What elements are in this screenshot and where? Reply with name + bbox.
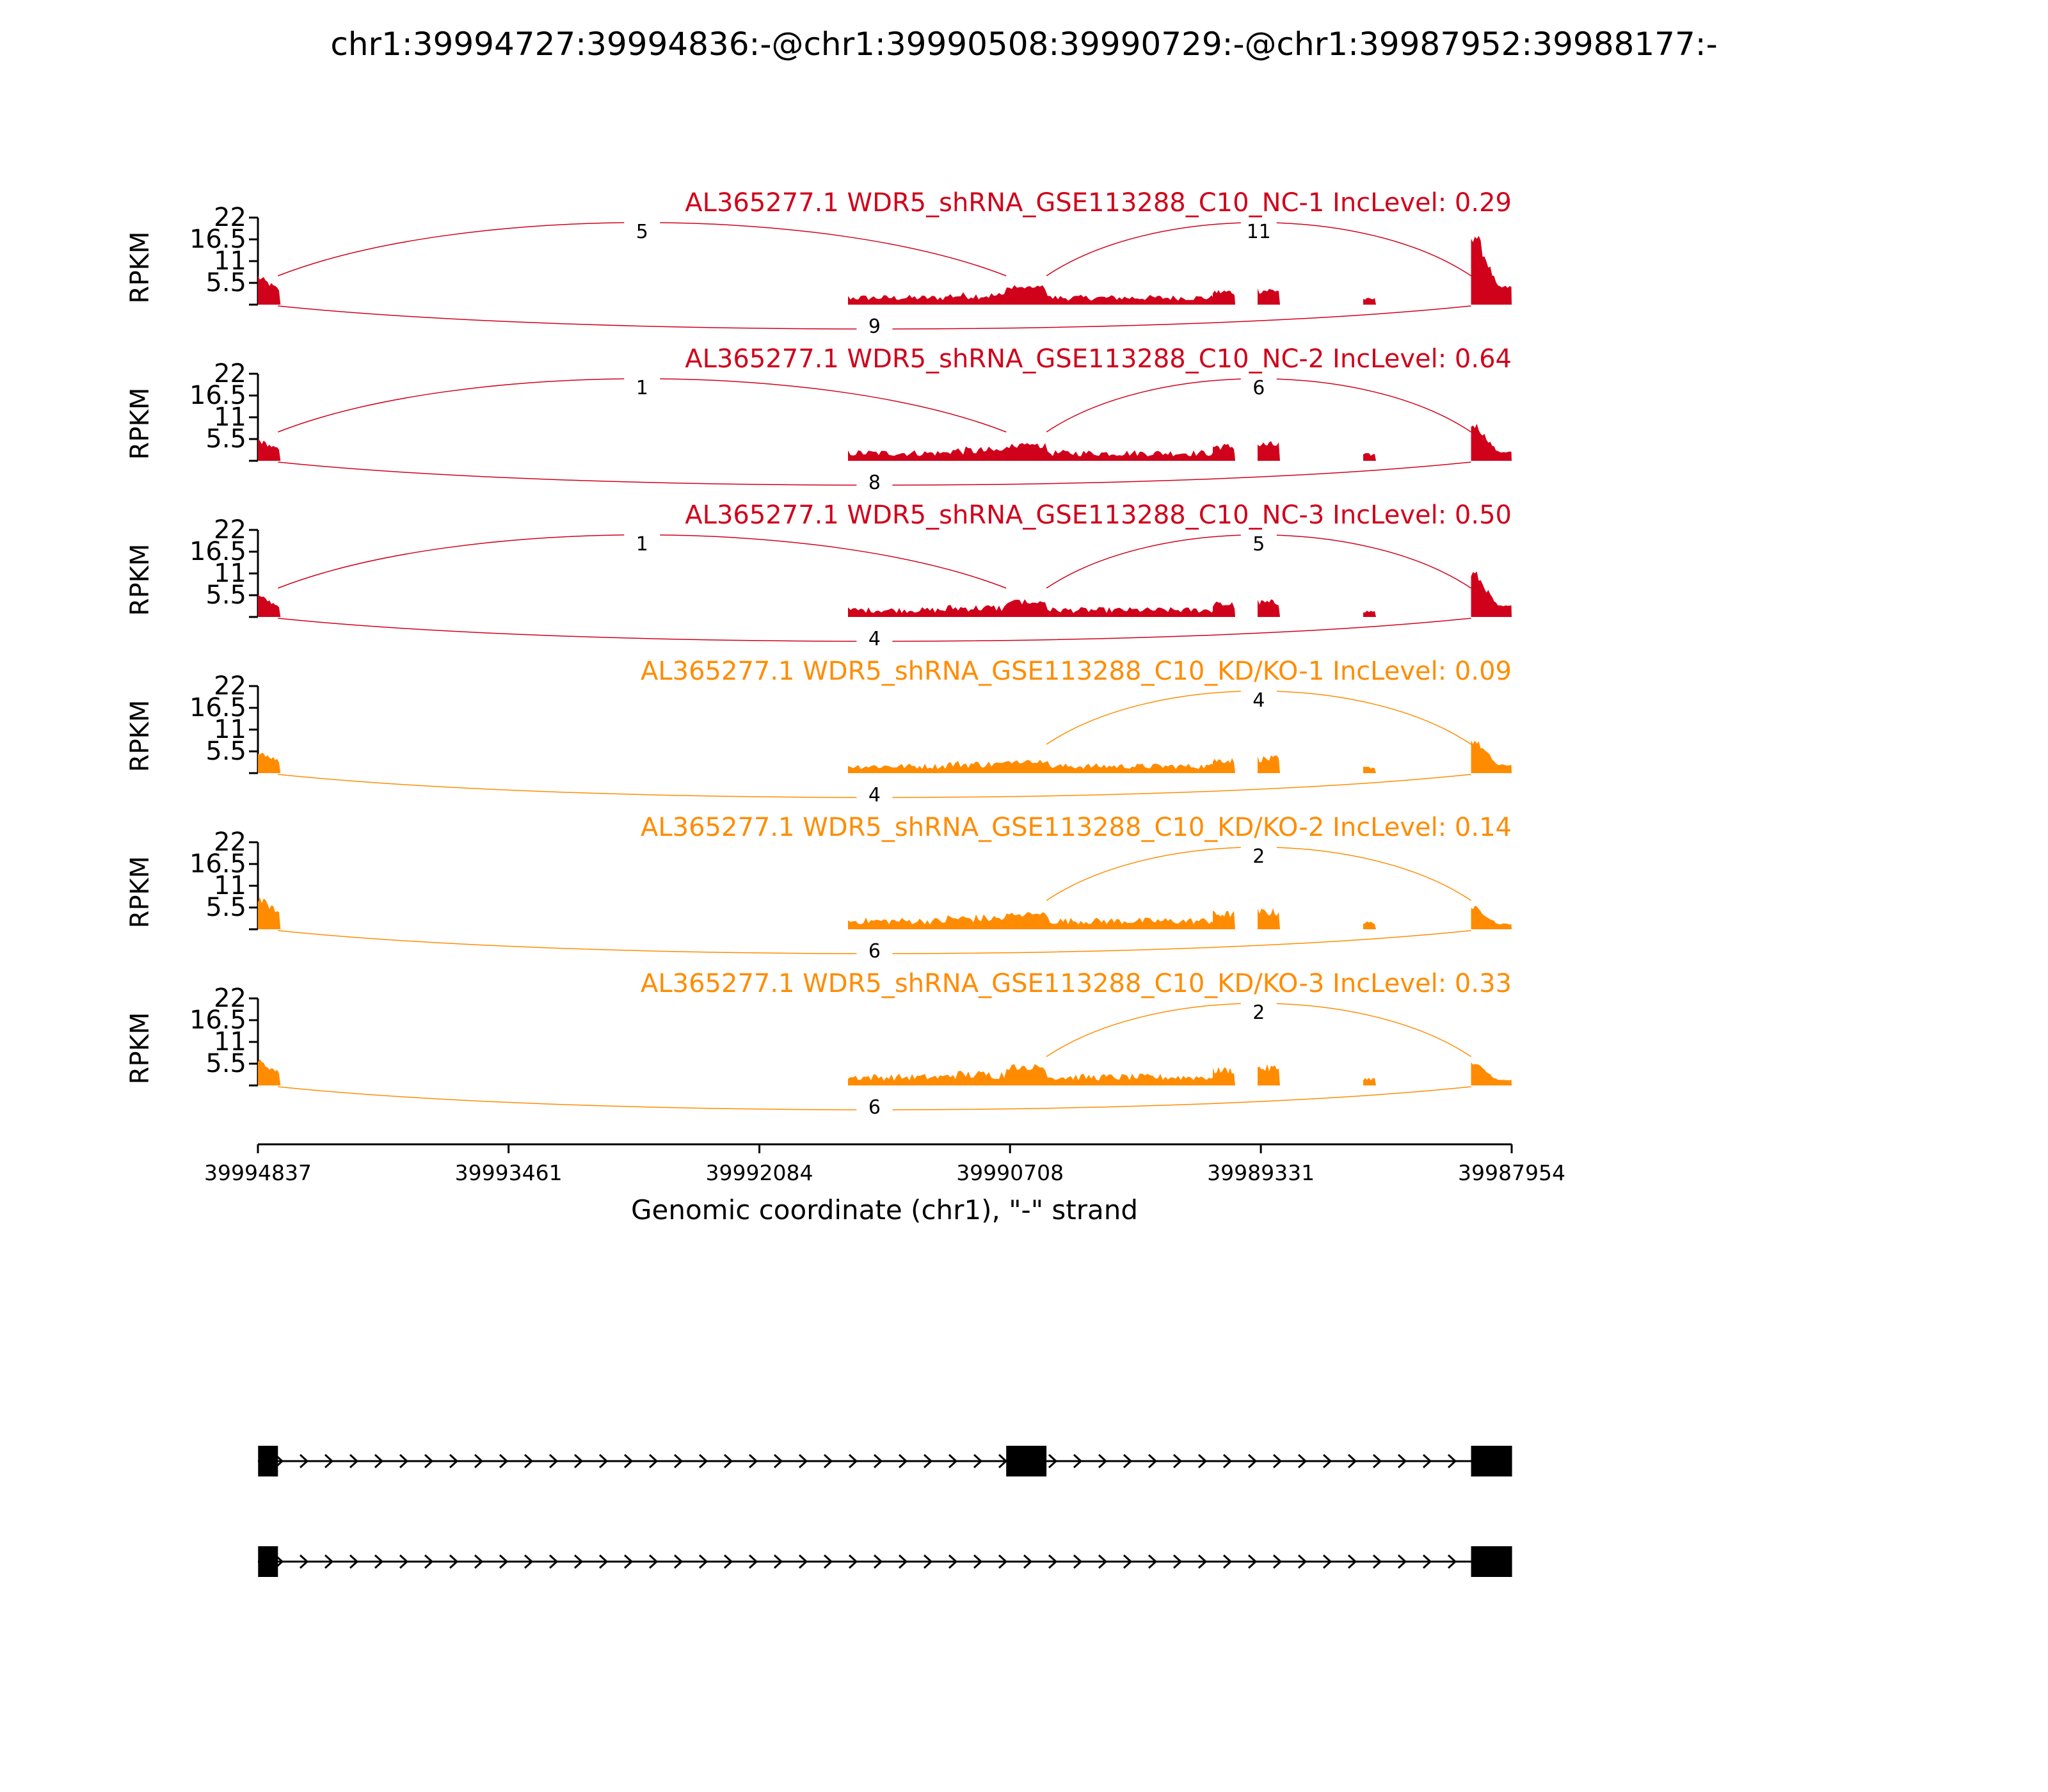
- junction-label: [856, 628, 892, 650]
- x-tick-label: 39993461: [454, 1160, 563, 1185]
- track-title: AL365277.1 WDR5_shRNA_GSE113288_C10_NC-2 IncLevel: 0.64: [685, 344, 1512, 374]
- y-axis-label: RPKM: [125, 856, 155, 929]
- x-axis-label: Genomic coordinate (chr1), "-" strand: [630, 1194, 1139, 1226]
- y-tick-label: 22: [214, 359, 246, 388]
- y-tick-label: 22: [214, 828, 246, 857]
- junction-label: [856, 784, 892, 806]
- junction-label: [1241, 533, 1277, 556]
- junction-label: [856, 316, 892, 338]
- x-tick-label: 39987954: [1458, 1160, 1565, 1185]
- y-tick-label: 16.5: [189, 1005, 246, 1035]
- junction-label: [1241, 689, 1277, 712]
- coverage-area: [258, 740, 1512, 773]
- x-tick-label: 39992084: [705, 1160, 813, 1185]
- junction-count: 4: [1252, 689, 1265, 712]
- junction-label: [1241, 845, 1277, 868]
- junction-count: 6: [868, 1096, 881, 1119]
- y-tick-label: 16.5: [189, 849, 246, 879]
- junction-count: 6: [1252, 377, 1265, 399]
- junction-label: [856, 1096, 892, 1119]
- junction-count: 4: [868, 784, 881, 806]
- y-tick-label: 11: [214, 246, 246, 276]
- exon-box: [1471, 1446, 1512, 1476]
- y-tick-label: 5.5: [205, 580, 246, 610]
- x-axis: [204, 1144, 1565, 1226]
- track-4: [125, 657, 1512, 806]
- y-tick-label: 5.5: [205, 1049, 246, 1078]
- y-tick-label: 22: [214, 984, 246, 1013]
- y-axis-label: RPKM: [125, 700, 155, 772]
- coverage-area: [258, 572, 1512, 617]
- y-tick-label: 11: [214, 715, 246, 744]
- y-tick-label: 22: [214, 671, 246, 701]
- x-tick-label: 39994837: [204, 1160, 312, 1185]
- track-5: [125, 813, 1512, 963]
- junction-count: 8: [868, 472, 881, 494]
- junction-label: [856, 940, 892, 963]
- junction-label: [1241, 221, 1277, 243]
- isoform-1: [258, 1446, 1512, 1476]
- y-tick-label: 11: [214, 871, 246, 900]
- y-tick-label: 11: [214, 403, 246, 432]
- y-tick-label: 11: [214, 1027, 246, 1057]
- y-tick-label: 16.5: [189, 381, 246, 410]
- junction-label: [624, 533, 660, 556]
- junction-count: 5: [636, 221, 648, 243]
- exon-box: [258, 1446, 278, 1476]
- y-axis-label: RPKM: [125, 231, 155, 304]
- y-tick-label: 16.5: [189, 693, 246, 723]
- track-title: AL365277.1 WDR5_shRNA_GSE113288_C10_KD/KO-3 IncLevel: 0.33: [641, 969, 1512, 998]
- y-tick-label: 5.5: [205, 268, 246, 298]
- y-tick-label: 16.5: [189, 537, 246, 566]
- coverage-area: [258, 1059, 1512, 1085]
- junction-label: [1241, 377, 1277, 399]
- track-title: AL365277.1 WDR5_shRNA_GSE113288_C10_KD/KO-2 IncLevel: 0.14: [641, 813, 1512, 842]
- exon-box: [1471, 1546, 1512, 1577]
- y-tick-label: 5.5: [205, 424, 246, 454]
- track-2: [125, 344, 1512, 494]
- junction-count: 4: [868, 628, 881, 650]
- coverage-tracks: [125, 188, 1512, 1119]
- y-tick-label: 11: [214, 559, 246, 588]
- exon-box: [258, 1546, 278, 1577]
- junction-count: 11: [1246, 221, 1271, 243]
- junction-count: 5: [1252, 533, 1265, 556]
- isoform-diagram: [258, 1446, 1512, 1577]
- y-tick-label: 5.5: [205, 893, 246, 922]
- junction-label: [624, 377, 660, 399]
- y-axis-label: RPKM: [125, 1012, 155, 1085]
- page-title: chr1:39994727:39994836:-@chr1:39990508:39990729:-@chr1:39987952:39988177:-: [330, 26, 1718, 63]
- y-tick-label: 16.5: [189, 225, 246, 254]
- junction-count: 6: [868, 940, 881, 963]
- track-title: AL365277.1 WDR5_shRNA_GSE113288_C10_NC-3 IncLevel: 0.50: [685, 500, 1512, 530]
- junction-count: 1: [636, 377, 648, 399]
- x-tick-label: 39990708: [956, 1160, 1064, 1185]
- track-title: AL365277.1 WDR5_shRNA_GSE113288_C10_NC-1 IncLevel: 0.29: [685, 188, 1512, 218]
- junction-count: 1: [636, 533, 648, 556]
- junction-label: [856, 472, 892, 494]
- isoform-2: [258, 1546, 1512, 1577]
- y-tick-label: 22: [214, 203, 246, 232]
- x-tick-label: 39989331: [1207, 1160, 1315, 1185]
- y-axis-label: RPKM: [125, 543, 155, 616]
- y-tick-label: 5.5: [205, 737, 246, 766]
- y-axis-label: RPKM: [125, 387, 155, 460]
- junction-count: 2: [1252, 845, 1265, 868]
- junction-label: [1241, 1002, 1277, 1024]
- coverage-area: [258, 236, 1512, 305]
- junction-count: 2: [1252, 1002, 1265, 1024]
- track-6: [125, 969, 1512, 1119]
- coverage-area: [258, 897, 1512, 929]
- junction-label: [624, 221, 660, 243]
- exon-box: [1006, 1446, 1046, 1476]
- track-1: [125, 188, 1512, 338]
- track-title: AL365277.1 WDR5_shRNA_GSE113288_C10_KD/KO-1 IncLevel: 0.09: [641, 657, 1512, 686]
- y-tick-label: 22: [214, 515, 246, 545]
- coverage-area: [258, 424, 1512, 461]
- track-3: [125, 500, 1512, 650]
- junction-count: 9: [868, 316, 881, 338]
